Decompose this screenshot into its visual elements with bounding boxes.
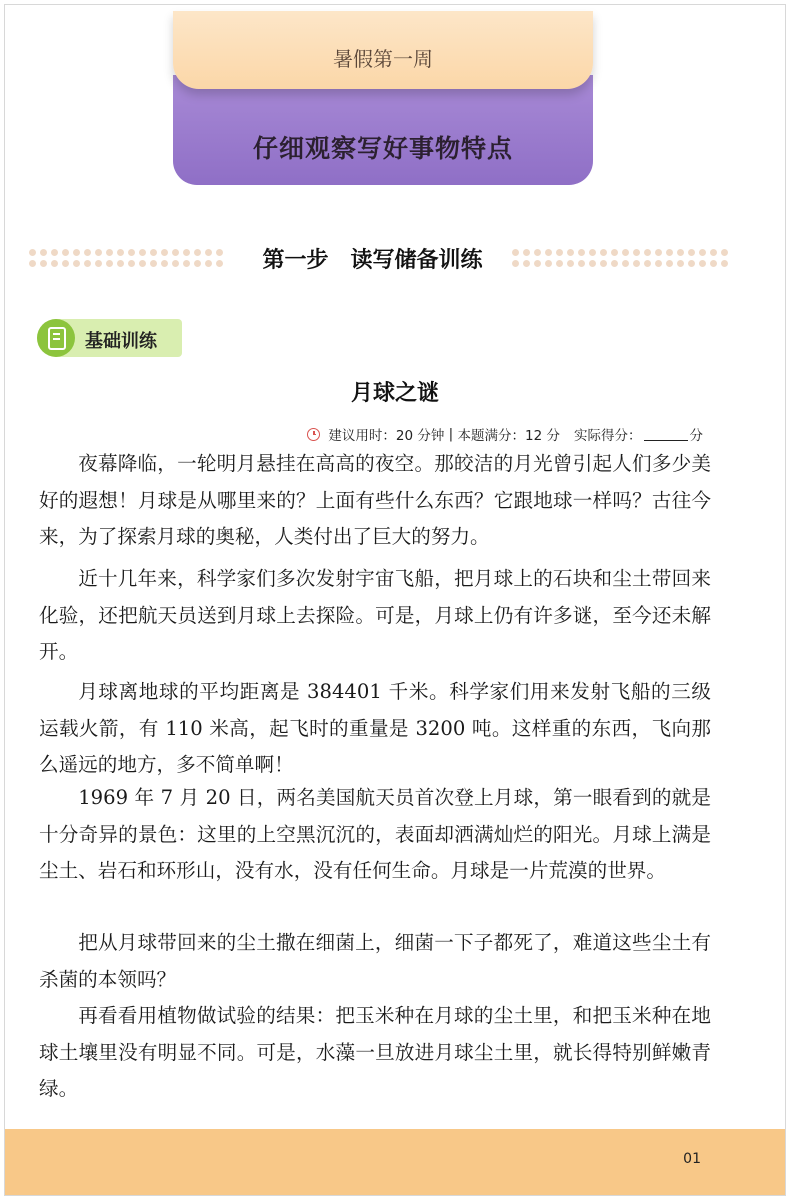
week-label-tab <box>173 11 593 89</box>
full-score: 本题满分：12 分 <box>457 428 560 444</box>
workbook-page <box>4 4 786 1196</box>
paragraph-5: 把从月球带回来的尘土撒在细菌上，细菌一下子都死了，难道这些尘土有杀菌的本领吗？ <box>39 931 711 991</box>
step-heading: 第一步 读写储备训练 <box>262 247 483 273</box>
theme-title-panel <box>173 75 593 185</box>
meta-divider: | <box>444 426 458 442</box>
document-icon <box>37 319 75 357</box>
actual-score-unit: 分 <box>689 428 703 444</box>
actual-score-blank[interactable] <box>644 428 688 441</box>
paragraph-6: 再看看用植物做试验的结果：把玉米种在月球的尘土里，和把玉米种在地球土壤里没有明显不同。可是，水藻一旦放进月球尘土里，就长得特别鲜嫩青绿。 <box>39 1004 711 1100</box>
suggested-time: 建议用时：20 分钟 <box>328 428 445 444</box>
section-tag <box>37 319 182 357</box>
decorative-dots-left <box>27 247 227 269</box>
clock-icon <box>307 428 320 441</box>
page-footer <box>5 1129 785 1195</box>
actual-score-label: 实际得分： <box>574 428 642 444</box>
step-heading-row <box>5 241 785 277</box>
exercise-meta <box>307 424 703 444</box>
week-banner <box>173 11 593 185</box>
paragraph-2: 近十几年来，科学家们多次发射宇宙飞船，把月球上的石块和尘土带回来化验，还把航天员送到月球上去探险。可是，月球上仍有许多谜，至今还未解开。 <box>39 567 711 663</box>
paragraph-1: 夜幕降临，一轮明月悬挂在高高的夜空。那皎洁的月光曾引起人们多少美好的遐想！月球是从哪里来的？上面有些什么东西？它跟地球一样吗？古往今来，为了探索月球的奥秘，人类付出了巨大的努力。 <box>39 452 711 548</box>
week-label: 暑假第一周 <box>333 47 433 71</box>
paragraph-4: 1969 年 7 月 20 日，两名美国航天员首次登上月球，第一眼看到的就是十分奇异的景色：这里的上空黑沉沉的，表面却洒满灿烂的阳光。月球上满是尘土、岩石和环形山，没有水，没有任何生命。月球是一片荒漠的世界。 <box>39 786 711 882</box>
page-number: 01 <box>683 1151 701 1167</box>
decorative-dots-right <box>510 247 730 269</box>
article-title: 月球之谜 <box>350 381 439 406</box>
theme-title: 仔细观察写好事物特点 <box>252 134 513 163</box>
section-tag-label: 基础训练 <box>85 331 157 352</box>
paragraph-3: 月球离地球的平均距离是 384401 千米。科学家们用来发射飞船的三级运载火箭，有 110 米高，起飞时的重量是 3200 吨。这样重的东西，飞向那么遥远的地方，多不简单啊！ <box>39 680 711 776</box>
